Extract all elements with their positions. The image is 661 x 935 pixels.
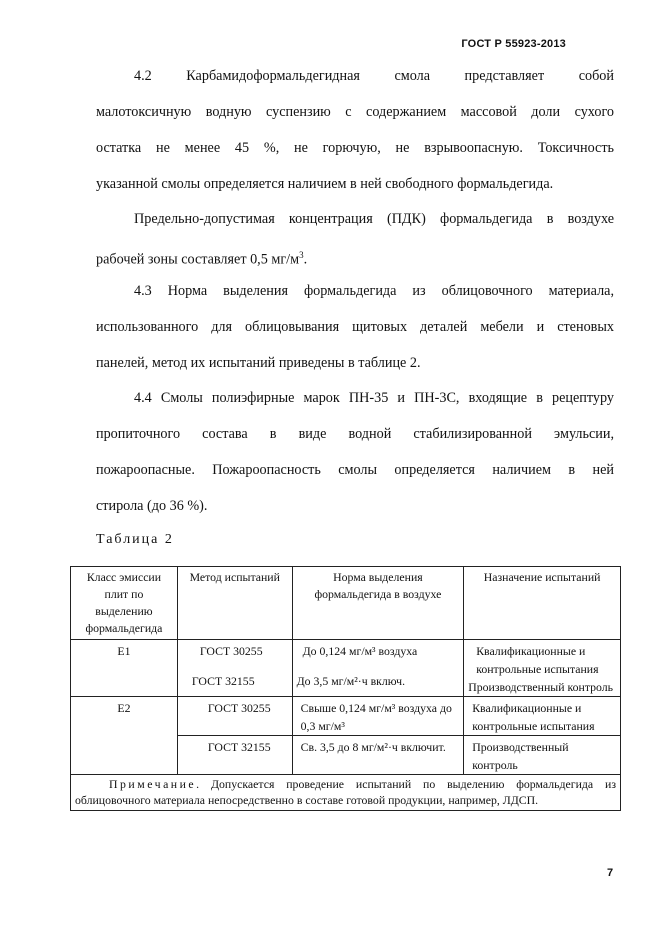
- norm-b: До 3,5 мг/м²·ч включ.: [296, 674, 406, 688]
- header-class: Класс эмиссии плит по выделению формальдегида: [71, 567, 178, 640]
- cell-method: ГОСТ 30255: [177, 697, 292, 736]
- purpose-b: Производственный контроль: [468, 680, 614, 694]
- paragraph-line: 4.3 Норма выделения формальдегида из облицовочного материала,: [134, 283, 614, 299]
- pdk-text: рабочей зоны составляет 0,5 мг/м: [96, 251, 300, 268]
- emission-table: [70, 566, 621, 811]
- pdk-end: .: [303, 251, 308, 268]
- paragraph-line: 4.2 Карбамидоформальдегидная смола представляет собой: [134, 68, 614, 84]
- table-header-row: [71, 567, 621, 640]
- table-caption: Таблица 2: [96, 532, 174, 547]
- paragraph-4-4: [96, 388, 614, 532]
- cell-class: Е1: [71, 640, 178, 697]
- page-number: 7: [607, 867, 614, 879]
- table-note-row: [71, 775, 621, 811]
- norm-a: До 0,124 мг/м³ воздуха: [302, 644, 418, 658]
- superscript: 3: [299, 250, 304, 260]
- paragraph-line: панелей, метод их испытаний приведены в таблице 2.: [96, 355, 421, 371]
- table-note: [71, 775, 621, 811]
- method-a: ГОСТ 30255: [199, 644, 263, 658]
- method-b: ГОСТ 32155: [191, 674, 255, 688]
- paragraph-line: стирола (до 36 %).: [96, 498, 208, 514]
- paragraph-line: пропиточного состава в виде водной стабилизированной эмульсии,: [96, 426, 614, 442]
- cell-method: ГОСТ 32155: [177, 736, 292, 775]
- cell-purpose: Производственный контроль: [464, 736, 621, 775]
- note-text: . Допускается проведение испытаний по выделению формальдегида из облицовочного материала непосредственно в составе готовой продукции, например, ЛДСП.: [75, 777, 616, 807]
- cell-norm: [292, 640, 464, 697]
- purpose-a: Квалификационные и контрольные испытания: [476, 644, 599, 676]
- paragraph-line: использованного для облицовывания щитовых деталей мебели и стеновых: [96, 319, 614, 335]
- paragraph-line: малотоксичную водную суспензию с содержанием массовой доли сухого: [96, 104, 614, 120]
- paragraph-4-2: [96, 66, 614, 210]
- cell-purpose: [464, 640, 621, 697]
- paragraph-line: пожароопасные. Пожароопасность смолы определяется наличием в ней: [96, 462, 614, 478]
- paragraph-line: 4.4 Смолы полиэфирные марок ПН-35 и ПН-3С, входящие в рецептуру: [134, 390, 614, 406]
- paragraph-pdk: [96, 209, 614, 281]
- paragraph-line: остатка не менее 45 %, не горючую, не взрывоопасную. Токсичность: [96, 140, 614, 156]
- header-norm: Норма выделения формальдегида в воздухе: [292, 567, 464, 640]
- header-method: Метод испытаний: [177, 567, 292, 640]
- cell-class: Е2: [71, 697, 178, 775]
- document-id-header: ГОСТ Р 55923-2013: [461, 38, 566, 50]
- header-purpose: Назначение испытаний: [464, 567, 621, 640]
- cell-method: [177, 640, 292, 697]
- cell-purpose: Квалификационные и контрольные испытания: [464, 697, 621, 736]
- note-label: Примечание: [109, 777, 197, 791]
- paragraph-4-3: [96, 281, 614, 389]
- paragraph-line: [96, 245, 614, 281]
- paragraph-line: Предельно-допустимая концентрация (ПДК) формальдегида в воздухе: [134, 211, 614, 227]
- paragraph-line: указанной смолы определяется наличием в ней свободного формальдегида.: [96, 176, 554, 192]
- table-row-e2: [71, 697, 621, 736]
- cell-norm: Свыше 0,124 мг/м³ воздуха до 0,3 мг/м³: [292, 697, 464, 736]
- cell-norm: Св. 3,5 до 8 мг/м²·ч включит.: [292, 736, 464, 775]
- table-row-e1: [71, 640, 621, 697]
